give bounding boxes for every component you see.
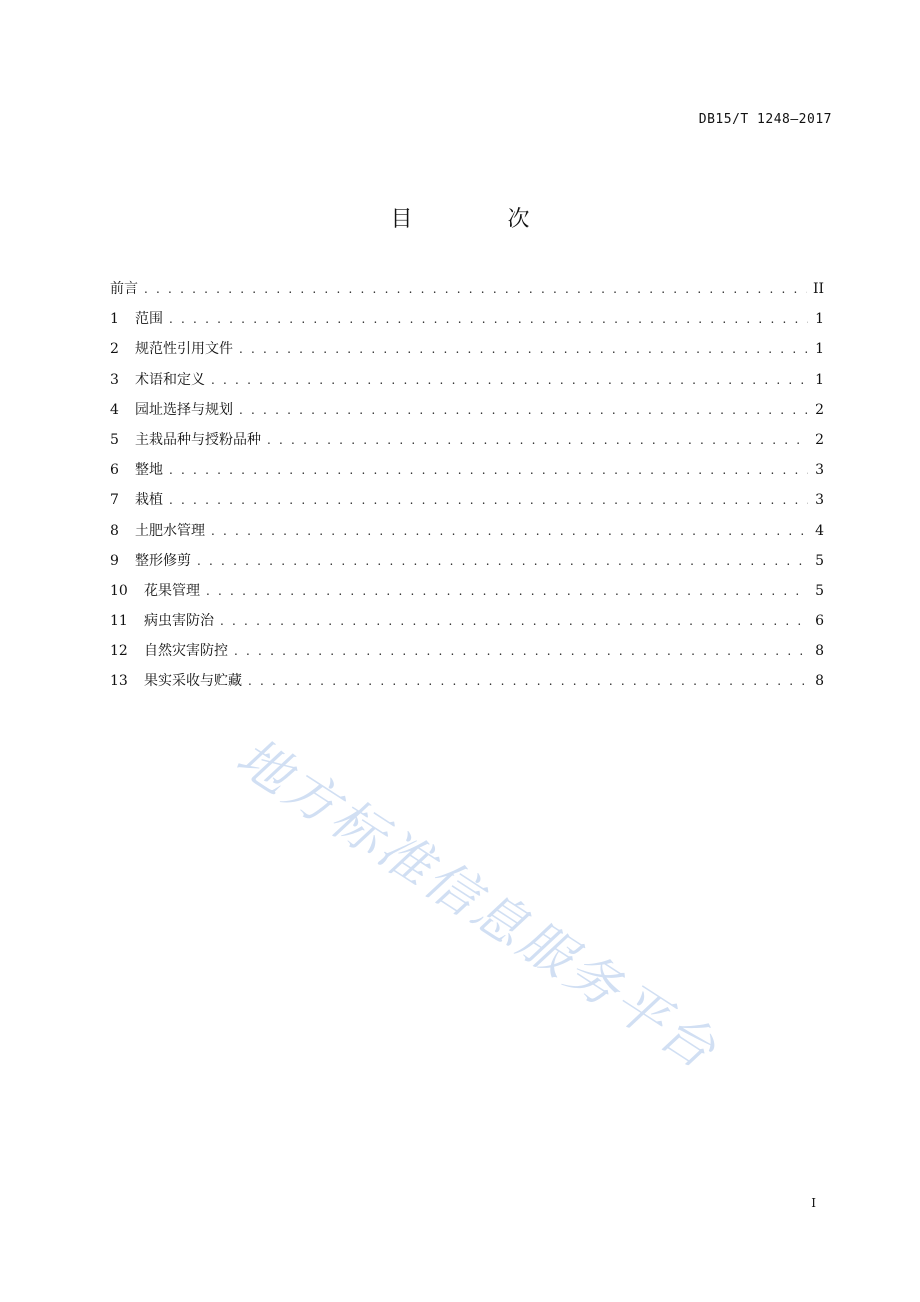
toc-entry-page: 8: [815, 643, 824, 660]
document-code: DB15/T 1248—2017: [698, 112, 832, 127]
toc-entry-label: 自然灾害防控: [144, 643, 228, 660]
toc-entry-number: 13: [110, 673, 128, 690]
toc-entry-number: 6: [110, 462, 119, 479]
toc-dot-leader: [239, 399, 808, 421]
toc-dot-leader: [248, 670, 808, 692]
toc-entry-label: 前言: [110, 281, 138, 297]
toc-entry-page: 5: [815, 582, 824, 599]
toc-entry-page: 4: [815, 522, 824, 539]
toc-entry-page: 8: [815, 673, 824, 690]
toc-entry-label: 术语和定义: [135, 371, 205, 388]
toc-entry-label: 范围: [135, 311, 163, 328]
toc-entry-page: 6: [815, 613, 824, 630]
toc-entry-number: 7: [110, 492, 119, 509]
toc-entry-number: 9: [110, 552, 119, 569]
toc-entry-page: 1: [815, 311, 824, 328]
toc-entry-2[interactable]: [110, 338, 824, 368]
toc-entry-page: 2: [815, 431, 824, 448]
toc-entry-number: 3: [110, 371, 119, 388]
toc-entry-preface[interactable]: [110, 278, 824, 308]
toc-entry-page: II: [812, 281, 824, 297]
toc-entry-label: 园址选择与规划: [135, 401, 233, 418]
toc-entry-label: 病虫害防治: [144, 613, 214, 630]
toc-entry-label: 栽植: [135, 492, 163, 509]
toc-entry-9[interactable]: [110, 550, 824, 580]
toc-dot-leader: [211, 520, 808, 542]
toc-entry-page: 3: [815, 492, 824, 509]
toc-entry-label: 花果管理: [144, 582, 200, 599]
toc-entry-page: 3: [815, 462, 824, 479]
toc-dot-leader: [206, 580, 808, 602]
toc-entry-page: 1: [815, 371, 824, 388]
toc-entry-5[interactable]: [110, 429, 824, 459]
toc-dot-leader: [169, 308, 808, 330]
toc-entry-number: 8: [110, 522, 119, 539]
toc-dot-leader: [220, 610, 808, 632]
toc-entry-13[interactable]: [110, 670, 824, 700]
toc-entry-page: 2: [815, 401, 824, 418]
toc-entry-number: 2: [110, 341, 119, 358]
toc-entry-number: 5: [110, 431, 119, 448]
toc-entry-label: 土肥水管理: [135, 522, 205, 539]
toc-entry-number: 11: [110, 613, 128, 630]
toc-entry-number: 10: [110, 582, 128, 599]
toc-entry-6[interactable]: [110, 459, 824, 489]
toc-dot-leader: [169, 459, 808, 481]
table-of-contents: [110, 278, 824, 701]
toc-dot-leader: [144, 278, 807, 300]
toc-entry-label: 整地: [135, 462, 163, 479]
toc-entry-7[interactable]: [110, 489, 824, 519]
toc-dot-leader: [239, 338, 808, 360]
toc-entry-1[interactable]: [110, 308, 824, 338]
toc-dot-leader: [169, 489, 808, 511]
toc-dot-leader: [234, 640, 808, 662]
toc-dot-leader: [267, 429, 808, 451]
toc-dot-leader: [211, 369, 808, 391]
page-number: I: [811, 1196, 816, 1210]
toc-entry-label: 主栽品种与授粉品种: [135, 431, 261, 448]
toc-entry-11[interactable]: [110, 610, 824, 640]
watermark: 地方标准信息服务平台: [225, 726, 729, 1083]
toc-entry-label: 整形修剪: [135, 552, 191, 569]
toc-entry-number: 4: [110, 401, 119, 418]
toc-entry-number: 1: [110, 311, 119, 328]
toc-entry-12[interactable]: [110, 640, 824, 670]
toc-entry-3[interactable]: [110, 369, 824, 399]
toc-entry-page: 1: [815, 341, 824, 358]
toc-entry-page: 5: [815, 552, 824, 569]
toc-entry-8[interactable]: [110, 520, 824, 550]
toc-entry-10[interactable]: [110, 580, 824, 610]
toc-entry-label: 果实采收与贮藏: [144, 673, 242, 690]
toc-entry-4[interactable]: [110, 399, 824, 429]
toc-entry-label: 规范性引用文件: [135, 341, 233, 358]
toc-entry-number: 12: [110, 643, 128, 660]
toc-dot-leader: [197, 550, 808, 572]
toc-title: 目 次: [390, 207, 574, 232]
